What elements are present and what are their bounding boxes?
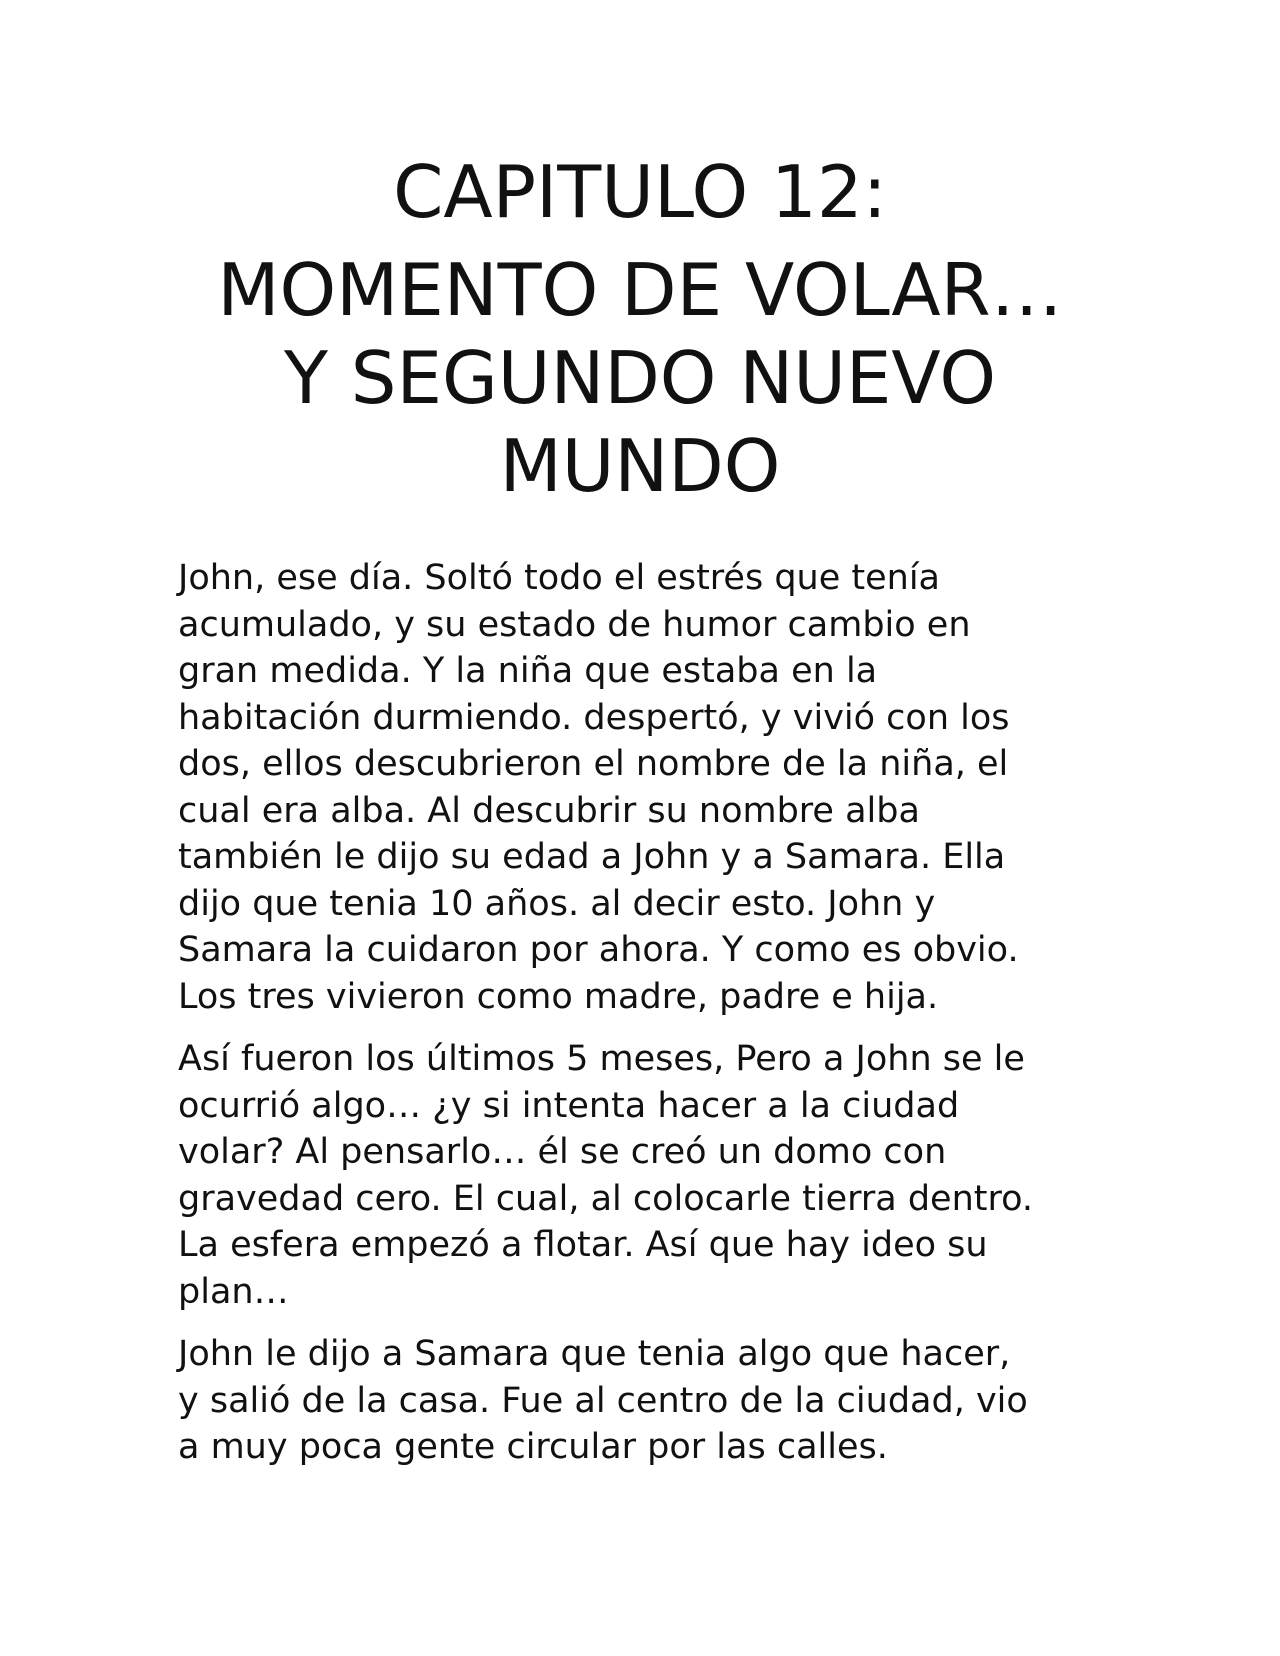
paragraph-3: John le dijo a Samara que tenia algo que hacer, y salió de la casa. Fue al centro de la ciudad, vio a muy poca gente circular por las calles. [178, 1334, 1028, 1467]
chapter-body [178, 555, 1108, 1487]
paragraph-2: Así fueron los últimos 5 meses, Pero a John se le ocurrió algo… ¿y si intenta hacer a la ciudad volar? Al pensarlo… él se creó un domo con gravedad cero. El cual, al colocarle tierra dentro. La esfera empezó a flotar. Así que hay ideo su plan… [178, 1039, 1034, 1312]
chapter-title-line-1: MOMENTO DE VOLAR… [217, 248, 1063, 332]
chapter-heading [160, 148, 1120, 510]
paragraph-1: John, ese día. Soltó todo el estrés que tenía acumulado, y su estado de humor cambio en gran medida. Y la niña que estaba en la habitación durmiendo. despertó, y vivió con los dos, ellos descubrieron el nombre de la niña, el cual era alba. Al descubrir su nombre alba también le dijo su edad a John y a Samara. Ella dijo que tenia 10 años. al decir esto. John y Samara la cuidaron por ahora. Y como es obvio. Los tres vivieron como madre, padre e hija. [178, 558, 1019, 1017]
chapter-title-line-3: MUNDO [499, 424, 781, 508]
chapter-title-line-2: Y SEGUNDO NUEVO [283, 336, 997, 420]
chapter-number: CAPITULO 12: [393, 150, 887, 234]
